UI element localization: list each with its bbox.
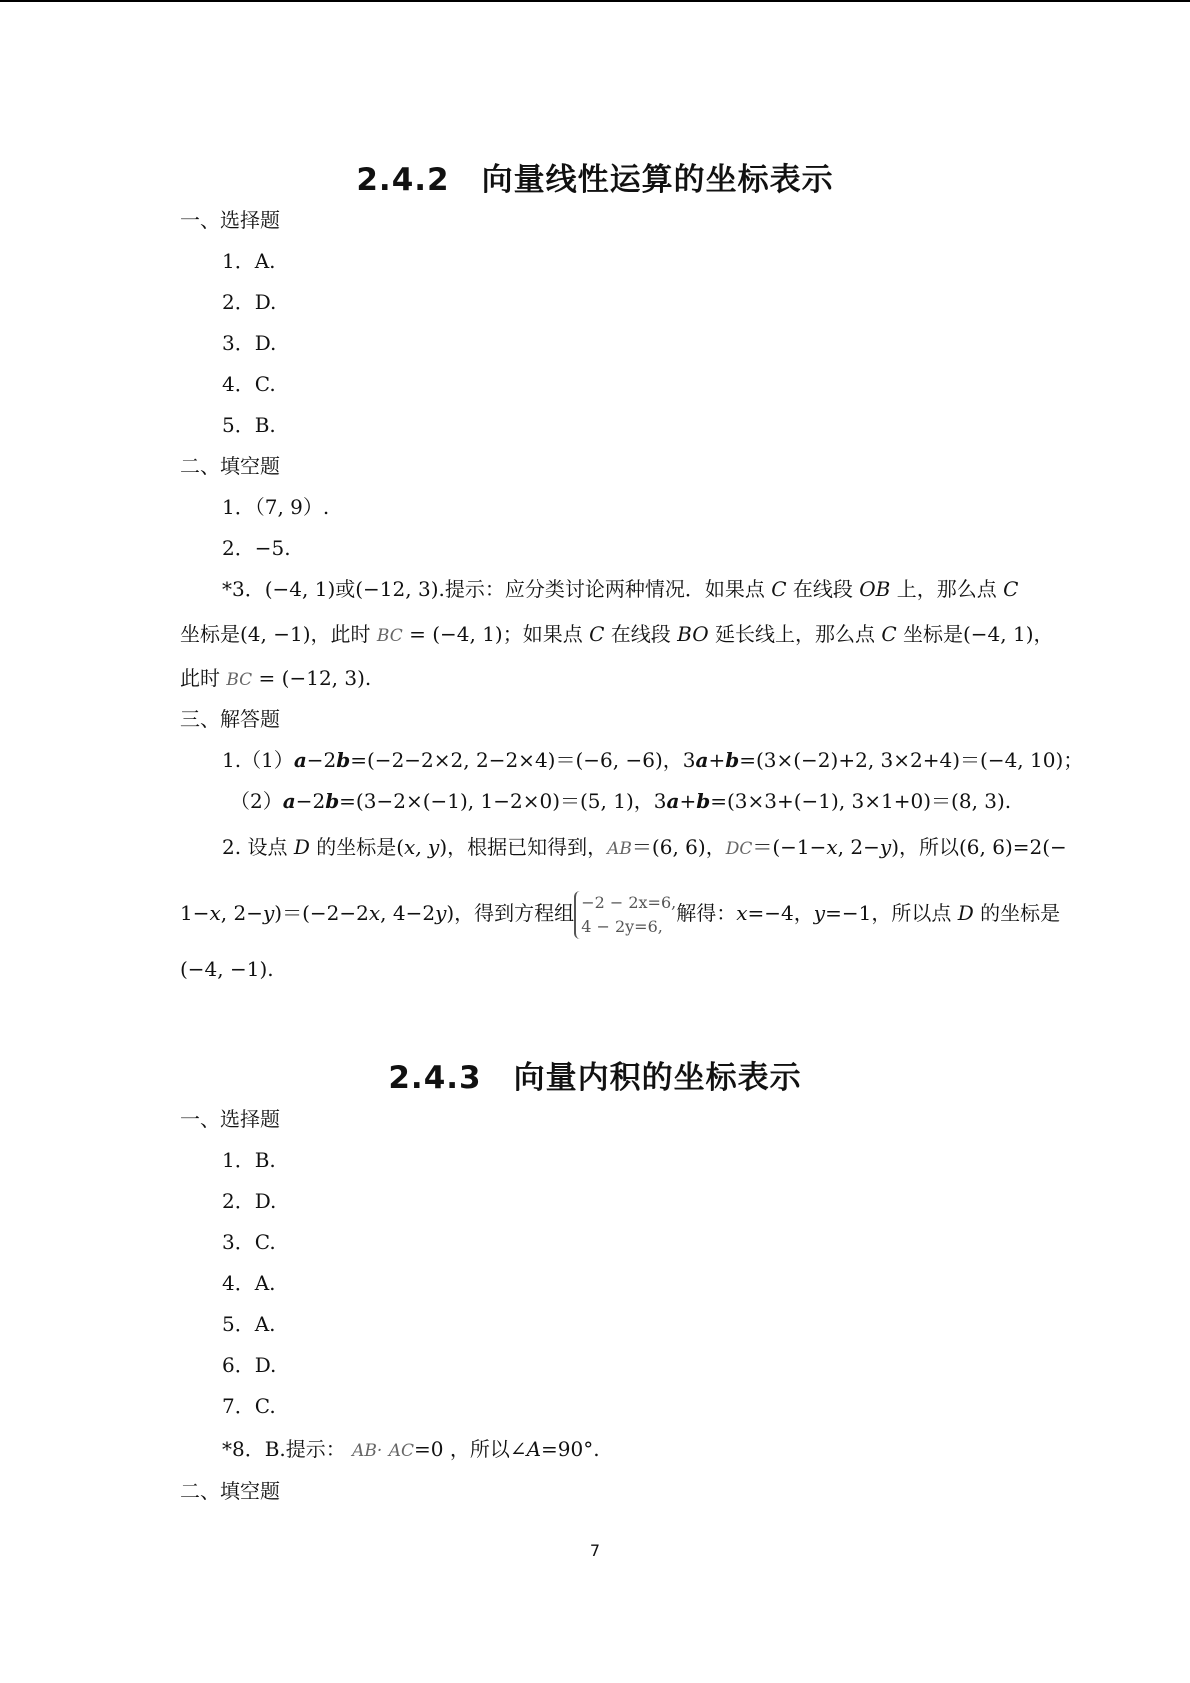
text: )，所以(6, 6)=2(− <box>891 835 1067 859</box>
text: =(3×3+(−1), 3×1+0)＝(8, 3). <box>710 789 1012 813</box>
var-y: y <box>813 901 826 925</box>
text: 解得： <box>676 901 737 925</box>
var-y: y <box>879 835 892 859</box>
fill-answer-3-line1 <box>222 575 1018 603</box>
choice-header: 一、选择题 <box>180 208 280 232</box>
vector-b: b <box>336 748 351 772</box>
vector-a: a <box>695 748 709 772</box>
vector-ac: AC <box>388 1441 414 1461</box>
answer-4: 4．A. <box>222 1271 276 1295</box>
text: =(−2−2×2, 2−2×4)＝(−6, −6)，3 <box>350 748 696 772</box>
text: =(3×(−2)+2, 3×2+4)＝(−4, 10)； <box>739 748 1084 772</box>
var-x: x <box>209 901 221 925</box>
var-y: y <box>262 901 275 925</box>
vector-b: b <box>696 789 711 813</box>
equation-system <box>574 891 676 939</box>
answer-8 <box>222 1435 600 1465</box>
vector-a: a <box>282 789 296 813</box>
text: = (−12, 3). <box>258 666 372 690</box>
fill-answer-3-line2 <box>180 620 1054 650</box>
dot-operator: · <box>376 1441 383 1461</box>
text: =−1，所以点 <box>825 901 952 925</box>
var-x: x <box>368 901 381 925</box>
text: −2 <box>306 748 337 772</box>
text: 坐标是(4, −1)，此时 <box>180 622 371 646</box>
text: 1− <box>180 901 210 925</box>
point-d: D <box>957 901 974 925</box>
section-title-2-4-2: 2.4.2 向量线性运算的坐标表示 <box>356 162 834 198</box>
answer-3: 3．C. <box>222 1230 276 1254</box>
page-number: 7 <box>589 1541 601 1560</box>
solve-header: 三、解答题 <box>180 707 280 731</box>
vector-bc: BC <box>226 670 253 690</box>
point-c: C <box>771 577 787 601</box>
vector-dc: DC <box>725 839 753 859</box>
fill-header: 二、填空题 <box>180 454 280 478</box>
text: = (−4, 1)；如果点 <box>409 622 583 646</box>
point-c: C <box>589 622 605 646</box>
point-d: D <box>293 835 310 859</box>
text: （2） <box>230 789 283 813</box>
equation-2: 4 − 2y=6, <box>581 916 663 936</box>
var-y: y <box>435 901 447 925</box>
text: =(3−2×(−1), 1−2×0)＝(5, 1)，3 <box>339 789 667 813</box>
solve-answer-2-line3: (−4, −1). <box>180 957 274 981</box>
vector-a: a <box>293 748 307 772</box>
coords-xy: x, y <box>404 835 440 859</box>
fill-answer-1: 1．（7, 9）. <box>222 495 330 519</box>
text: 2. 设点 <box>222 835 288 859</box>
text: =0 ，所以∠ <box>413 1437 527 1461</box>
fill-header: 二、填空题 <box>180 1479 280 1503</box>
text: , 2− <box>220 901 263 925</box>
answer-2: 2．D. <box>222 290 277 314</box>
text: *3．(−4, 1)或(−12, 3).提示：应分类讨论两种情况．如果点 <box>222 577 765 601</box>
vector-ab: AB <box>352 1441 377 1461</box>
text: 此时 <box>180 666 220 690</box>
vector-b: b <box>725 748 740 772</box>
text: 坐标是(−4, 1)， <box>902 622 1054 646</box>
var-x: x <box>826 835 838 859</box>
answer-1: 1．B. <box>222 1148 276 1172</box>
fill-answer-2: 2．−5. <box>222 536 291 560</box>
text: 上，那么点 <box>896 577 997 601</box>
var-x: x <box>736 901 748 925</box>
vector-b: b <box>325 789 340 813</box>
segment-bo: BO <box>677 622 709 646</box>
answer-5: 5．A. <box>222 1312 276 1336</box>
segment-ob: OB <box>859 577 891 601</box>
fill-answer-3-line3 <box>180 664 371 694</box>
text: −2 <box>295 789 326 813</box>
text: , 4−2 <box>380 901 436 925</box>
answer-1: 1．A. <box>222 249 276 273</box>
answer-3: 3．D. <box>222 331 277 355</box>
text: , 2− <box>837 835 880 859</box>
text: =−4， <box>747 901 814 925</box>
solve-answer-1-part1 <box>222 746 1083 774</box>
point-c: C <box>881 622 897 646</box>
section-title-2-4-3: 2.4.3 向量内积的坐标表示 <box>388 1060 802 1096</box>
text: + <box>679 789 697 813</box>
text: ＝(6, 6)， <box>631 835 726 859</box>
text: 延长线上，那么点 <box>714 622 875 646</box>
answer-6: 6．D. <box>222 1353 277 1377</box>
text: )＝(−2−2 <box>274 901 369 925</box>
solve-answer-2-line2 <box>180 885 1060 941</box>
solve-answer-1-part2 <box>230 787 1011 815</box>
angle-a: A <box>526 1437 542 1461</box>
solve-answer-2-line1 <box>222 833 1067 863</box>
text: 在线段 <box>610 622 671 646</box>
vector-ab: AB <box>607 839 632 859</box>
text: 的坐标是( <box>316 835 405 859</box>
vector-bc: BC <box>376 626 403 646</box>
answer-5: 5．B. <box>222 413 276 437</box>
text: 的坐标是 <box>980 901 1061 925</box>
text: ＝(−1− <box>752 835 827 859</box>
text: )，得到方程组 <box>446 901 575 925</box>
vector-a: a <box>666 789 680 813</box>
text: + <box>708 748 726 772</box>
text: =90°. <box>541 1437 600 1461</box>
text: *8．B.提示： <box>222 1437 346 1461</box>
choice-header: 一、选择题 <box>180 1107 280 1131</box>
text: )，根据已知得到， <box>439 835 608 859</box>
answer-7: 7．C. <box>222 1394 276 1418</box>
point-c: C <box>1003 577 1019 601</box>
answer-2: 2．D. <box>222 1189 277 1213</box>
text: 1.（1） <box>222 748 294 772</box>
answer-4: 4．C. <box>222 372 276 396</box>
text: 在线段 <box>792 577 853 601</box>
equation-1: −2 − 2x=6, <box>581 892 677 912</box>
